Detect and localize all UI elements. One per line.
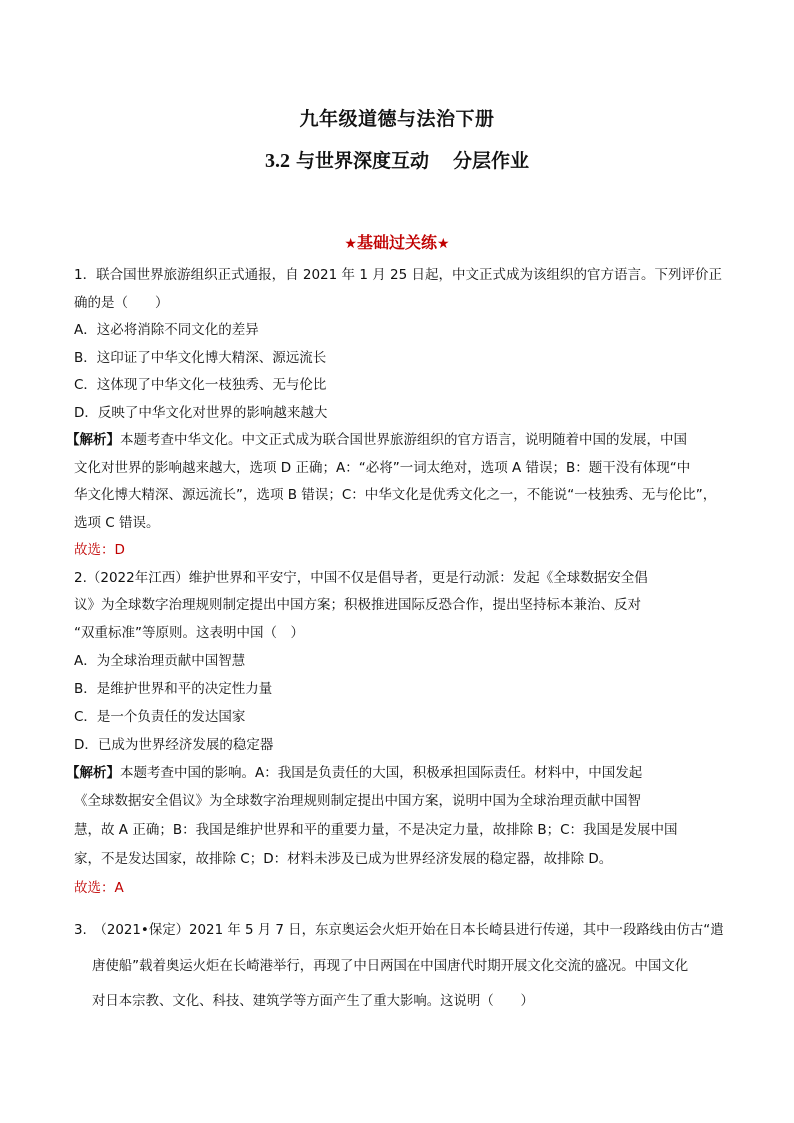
document-title: 九年级道德与法治下册 <box>299 108 495 130</box>
q1-option-c: C．这体现了中华文化一枝独秀、无与伦比 <box>74 377 327 393</box>
q3-stem-line-1: 3. （2021•保定）2021 年 5 月 7 日，东京奥运会火炬开始在日本长崎县进行传递，其中一段路线由仿古“遣 <box>74 923 724 938</box>
q1-option-d: D．反映了中华文化对世界的影响越来越大 <box>74 405 328 421</box>
q3-stem-line-2: 唐使船”载着奥运火炬在长崎港举行，再现了中日两国在中国唐代时期开展文化交流的盛况。中国文化 <box>92 959 689 974</box>
q2-option-b: B．是维护世界和平的决定性力量 <box>74 681 273 697</box>
q2-analysis-line-2: 《全球数据安全倡议》为全球数字治理规则制定提出中国方案，说明中国为全球治理贡献中国智 <box>74 793 641 809</box>
q2-option-c: C．是一个负责任的发达国家 <box>74 709 246 725</box>
q1-analysis-line-4: 选项 C 错误。 <box>74 515 160 531</box>
q1-stem-line-2: 确的是（ ） <box>74 295 169 311</box>
q1-analysis-tag: 【解析】 <box>66 432 120 448</box>
q2-option-a: A．为全球治理贡献中国智慧 <box>74 653 246 669</box>
q1-analysis-line-2: 文化对世界的影响越来越大，选项 D 正确；A：“必将”一词太绝对，选项 A 错误；B：题干没有体现“中 <box>74 460 691 476</box>
q2-option-d: D．已成为世界经济发展的稳定器 <box>74 737 274 753</box>
q2-stem-line-1: 2.（2022年江西）维护世界和平安宁，中国不仅是倡导者，更是行动派：发起《全球数据安全倡 <box>74 570 648 586</box>
q2-analysis-tag: 【解析】 <box>66 765 120 781</box>
q1-analysis-line-1: 【解析】本题考查中华文化。中文正式成为联合国世界旅游组织的官方语言，说明随着中国的发展，中国 <box>66 432 687 448</box>
lesson-type: 分层作业 <box>453 150 530 172</box>
q2-stem-line-3: “双重标准”等原则。这表明中国（ ） <box>74 625 304 641</box>
q1-answer: 故选：D <box>74 542 125 558</box>
lesson-title: 与世界深度互动 <box>295 150 429 172</box>
q2-analysis-line-3: 慧，故 A 正确；B：我国是维护世界和平的重要力量，不是决定力量，故排除 B；C：我国是发展中国 <box>74 822 678 838</box>
q2-answer: 故选：A <box>74 880 124 896</box>
q1-option-a: A．这必将消除不同文化的差异 <box>74 322 259 338</box>
q2-analysis-line-1: 【解析】本题考查中国的影响。A：我国是负责任的大国，积极承担国际责任。材料中，中国发起 <box>66 765 643 781</box>
document-subtitle <box>0 146 794 173</box>
q2-analysis-line-4: 家，不是发达国家，故排除 C；D：材料未涉及已成为世界经济发展的稳定器，故排除 D。 <box>74 851 613 867</box>
lesson-number: 3.2 <box>264 150 290 172</box>
q1-stem-line-1: 1．联合国世界旅游组织正式通报，自 2021 年 1 月 25 日起，中文正式成为该组织的官方语言。下列评价正 <box>74 267 722 283</box>
star-icon-left: ★ <box>344 236 357 252</box>
q1-option-b: B．这印证了中华文化博大精深、源远流长 <box>74 350 327 366</box>
section-label: 基础过关练 <box>356 233 437 252</box>
section-heading <box>0 230 794 253</box>
q1-analysis-line-3: 华文化博大精深、源远流长”，选项 B 错误；C：中华文化是优秀文化之一，不能说“一枝独秀、无与伦比”， <box>74 487 717 503</box>
q2-stem-line-2: 议》为全球数字治理规则制定提出中国方案；积极推进国际反恐合作，提出坚持标本兼治、反对 <box>74 597 641 613</box>
q3-stem-line-3: 对日本宗教、文化、科技、建筑学等方面产生了重大影响。这说明（ ） <box>92 994 534 1009</box>
star-icon-right: ★ <box>437 236 450 252</box>
